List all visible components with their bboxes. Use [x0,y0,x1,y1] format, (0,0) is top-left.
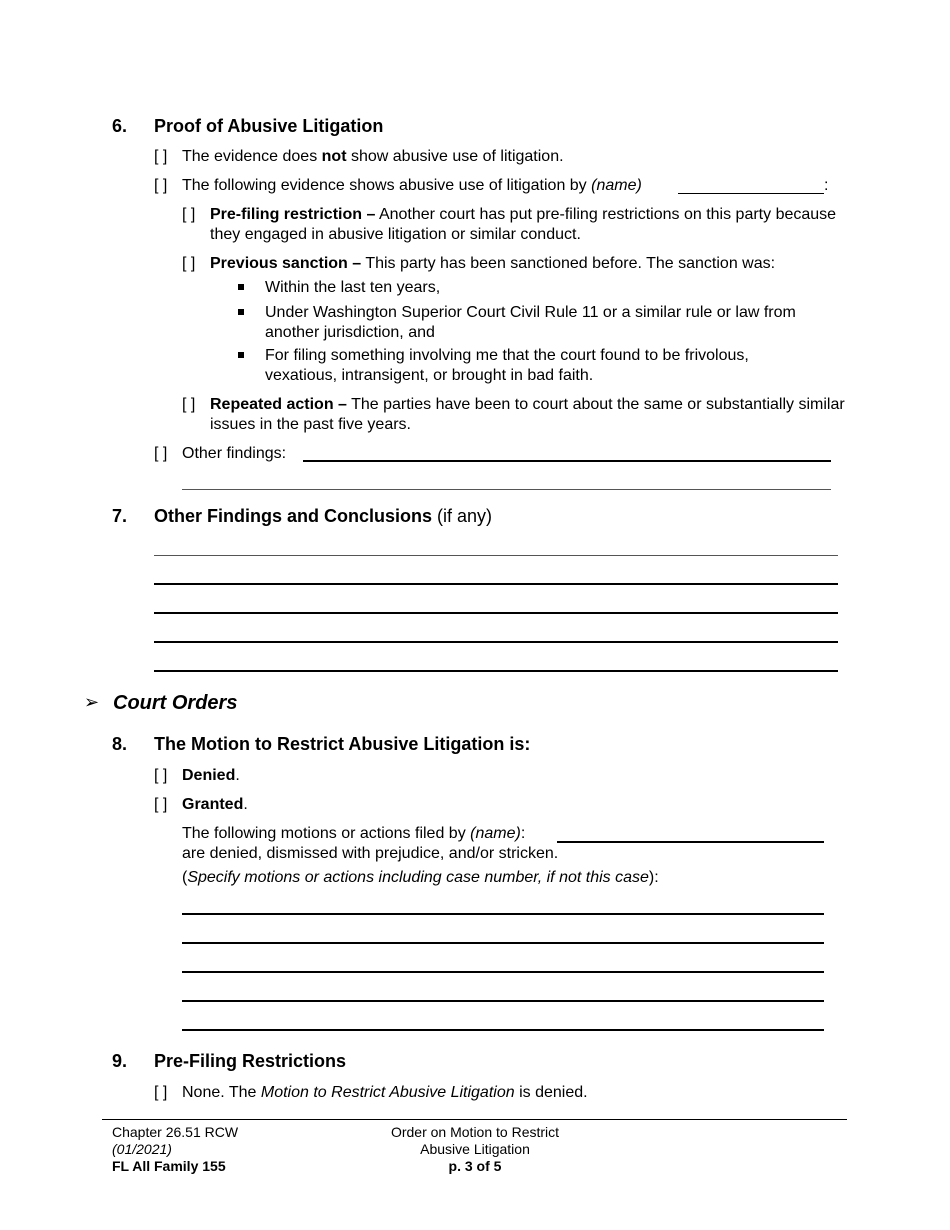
other-findings-line[interactable] [182,489,831,490]
motions-disposition: are denied, dismissed with prejudice, and/or stricken. [182,845,559,862]
bullet-item: Within the last ten years, [265,279,441,296]
repeated-action-option: [ ] Repeated action – The parties have been to court about the same or substantially similar issues in the past five years. [182,396,845,433]
checkbox[interactable]: [ ] [154,796,168,813]
bullet-item: Under Washington Superior Court Civil Rule 11 or a similar rule or law from another jurisdiction, and [265,304,796,341]
motions-line[interactable] [182,942,824,944]
section-9-number: 9. [112,1051,128,1071]
bullet-icon [238,284,244,290]
section-8-title: The Motion to Restrict Abusive Litigation is: [154,734,531,754]
section-6-number: 6. [112,116,128,136]
other-findings-line[interactable] [303,460,831,462]
other-findings-option: [ ] Other findings: [154,445,287,462]
findings-line[interactable] [154,641,838,643]
footer-divider [102,1119,847,1120]
bullet-icon [238,309,244,315]
checkbox[interactable]: [ ] [154,445,168,462]
section-9-title: Pre-Filing Restrictions [154,1051,347,1071]
bullet-item: For filing something involving me that the court found to be frivolous, vexatious, intransigent, or brought in bad faith. [265,347,749,384]
section-8-number: 8. [112,734,128,754]
section-7-title: Other Findings and Conclusions (if any) [154,506,493,526]
motions-filed-by: The following motions or actions filed by (name): [182,825,526,842]
findings-line[interactable] [154,612,838,614]
checkbox[interactable]: [ ] [182,396,196,413]
checkbox[interactable]: [ ] [154,177,168,194]
no-abuse-option: [ ] The evidence does not show abusive use of litigation. [154,148,564,165]
findings-line[interactable] [154,670,838,672]
checkbox[interactable]: [ ] [182,255,196,272]
page-number: p. 3 of 5 [448,1158,502,1174]
colon: : [824,177,829,194]
abuse-evidence-option: [ ] The following evidence shows abusive use of litigation by (name) [154,177,642,194]
court-orders-heading: Court Orders [113,692,238,714]
specify-instructions: (Specify motions or actions including case number, if not this case): [182,869,659,886]
motions-line[interactable] [182,1000,824,1002]
bullet-icon [238,352,244,358]
motions-line[interactable] [182,913,824,915]
checkbox[interactable]: [ ] [182,206,196,223]
none-option: [ ] None. The Motion to Restrict Abusive Litigation is denied. [154,1084,588,1101]
granted-option: [ ] Granted. [154,796,248,813]
arrow-icon: ➢ [84,692,100,712]
footer-left: Chapter 26.51 RCW (01/2021) FL All Family 155 [112,1124,239,1174]
findings-line[interactable] [154,583,838,585]
findings-line[interactable] [154,555,838,556]
checkbox[interactable]: [ ] [154,1084,168,1101]
party-name-line[interactable] [678,193,824,194]
prefiling-restriction-option: [ ] Pre-filing restriction – Another court has put pre-filing restrictions on this party because they engaged in abusive litigation or similar conduct. [182,206,837,243]
filer-name-line[interactable] [557,841,824,843]
motions-line[interactable] [182,971,824,973]
motions-line[interactable] [182,1029,824,1031]
denied-option: [ ] Denied. [154,767,240,784]
section-7-number: 7. [112,506,128,526]
previous-sanction-option: [ ] Previous sanction – This party has been sanctioned before. The sanction was: [182,255,776,272]
section-6-title: Proof of Abusive Litigation [154,116,384,136]
checkbox[interactable]: [ ] [154,148,168,165]
checkbox[interactable]: [ ] [154,767,168,784]
footer-center: Order on Motion to Restrict Abusive Litigation p. 3 of 5 [355,1124,595,1175]
